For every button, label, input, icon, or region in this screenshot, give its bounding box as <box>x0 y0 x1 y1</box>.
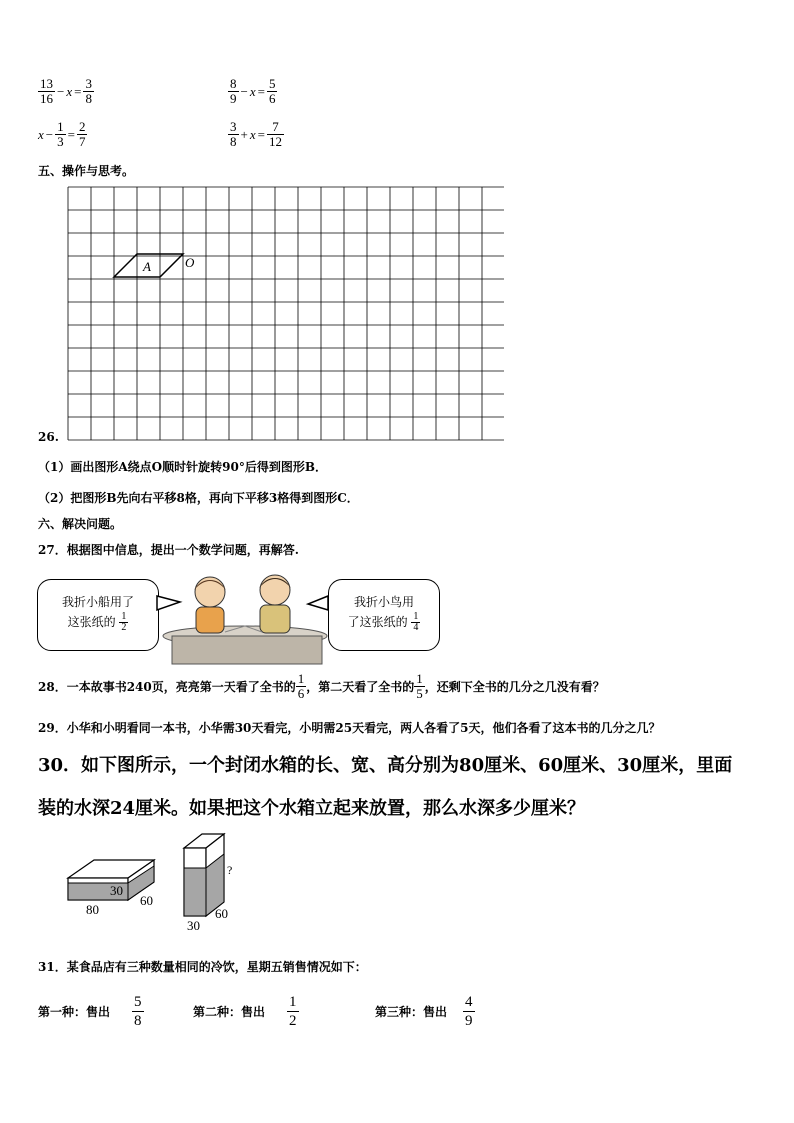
standing-tank <box>184 834 232 933</box>
fraction: $\frac{7}{12}$ <box>268 119 282 149</box>
left-speech-bubble <box>37 579 159 651</box>
sale-item-label: 第二种：售出 <box>193 1005 266 1019</box>
equation-4: $\frac{3}{8}$ + x = $\frac{7}{12}$ <box>230 119 282 149</box>
fraction: $\frac{1}{2}$ <box>289 994 297 1029</box>
left-bubble-line1: 我折小船用了 <box>61 595 134 609</box>
equation-3: x − $\frac{1}{3}$ = $\frac{2}{7}$ <box>38 119 86 149</box>
section-6-title: 六、解决问题。 <box>38 517 123 531</box>
point-o-label: O <box>185 255 195 270</box>
tank1-height-label: 30 <box>110 883 123 898</box>
sale-item-label: 第一种：售出 <box>38 1005 111 1019</box>
fraction: $\frac{1}{2}$ <box>121 611 127 633</box>
fraction: $\frac{4}{9}$ <box>465 994 473 1029</box>
fraction: $\frac{1}{3}$ <box>57 119 64 149</box>
grid-lines <box>68 187 504 440</box>
question-26-number: 26. <box>38 430 59 444</box>
children-cartoon <box>150 570 335 665</box>
question-29: 29．小华和小明看同一本书，小华需30天看完，小明需25天看完，两人各看了5天，他们各看了这本书的几分之几？ <box>38 721 661 735</box>
right-bubble-line2: 了这张纸的 <box>347 615 408 629</box>
fraction: $\frac{1}{4}$ <box>413 611 419 633</box>
question-30-line2: 装的水深24厘米。如果把这个水箱立起来放置，那么水深多少厘米？ <box>38 798 586 819</box>
question-31-text: 31．某食品店有三种数量相同的冷饮，星期五销售情况如下： <box>38 960 367 974</box>
fraction: $\frac{13}{16}$ <box>40 76 53 106</box>
question-26-part2: （2）把图形B先向右平移8格，再向下平移3格得到图形C． <box>38 491 359 505</box>
section-5-title: 五、操作与思考。 <box>38 164 135 178</box>
shape-a-label: A <box>143 259 151 274</box>
left-bubble-line2: 这张纸的 <box>67 615 116 629</box>
right-speech-bubble <box>328 579 440 651</box>
tank2-question-label: ? <box>227 863 233 877</box>
tank1-length-label: 80 <box>86 902 99 917</box>
sale-item-2 <box>193 993 299 1030</box>
fraction: $\frac{2}{7}$ <box>78 119 86 149</box>
tank2-base-label: 30 <box>187 918 200 933</box>
tank1-width-label: 60 <box>140 893 153 908</box>
question-28: 28．一本故事书240页，亮亮第一天看了全书的 $\frac{1}{6}$ ，第二天看了全书的 $\frac{1}{5}$ ，还剩下全书的几分之几没有看？ <box>38 671 605 701</box>
fraction: $\frac{8}{9}$ <box>230 76 237 106</box>
equation-1: $\frac{13}{16}$ − x = $\frac{3}{8}$ <box>40 76 92 106</box>
water-tank-figure <box>60 830 250 940</box>
fraction: $\frac{1}{5}$ <box>416 671 423 701</box>
fraction: $\frac{5}{6}$ <box>268 76 276 106</box>
fraction: $\frac{1}{6}$ <box>297 671 305 701</box>
lying-tank <box>68 860 154 917</box>
right-bubble-line1: 我折小鸟用 <box>353 595 414 609</box>
question-30-line1: 30．如下图所示，一个封闭水箱的长、宽、高分别为80厘米、60厘米、30厘米，里面 <box>38 755 733 776</box>
sale-item-3 <box>375 993 475 1030</box>
equation-2: $\frac{8}{9}$ − x = $\frac{5}{6}$ <box>230 76 276 106</box>
question-27-text: 27．根据图中信息，提出一个数学问题，再解答. <box>38 543 299 557</box>
grid-figure <box>66 185 504 443</box>
question-26-part1: （1）画出图形A绕点O顺时针旋转90°后得到图形B． <box>38 460 327 474</box>
sale-item-1 <box>38 993 144 1030</box>
fraction: $\frac{3}{8}$ <box>85 76 92 106</box>
fraction: $\frac{3}{8}$ <box>230 119 237 149</box>
tank2-width-label: 60 <box>215 906 228 921</box>
sale-item-label: 第三种：售出 <box>375 1005 448 1019</box>
fraction: $\frac{5}{8}$ <box>134 994 142 1029</box>
